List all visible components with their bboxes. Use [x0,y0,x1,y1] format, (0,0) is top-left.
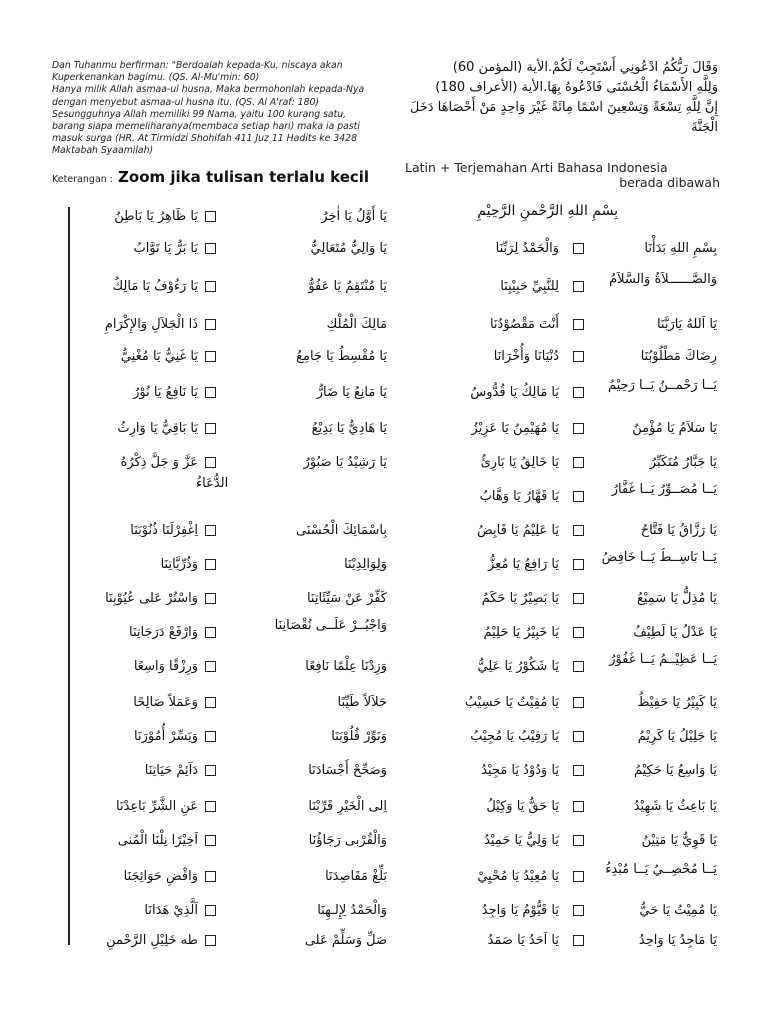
checkbox-left[interactable] [205,905,216,916]
translation-line: Maktabah Syaamilah) [52,145,154,157]
asma-name-left: اَخِيْرًا نِلْنَا الْمُنى [117,833,198,848]
asma-name-center-right: يَا رَافِعُ يَا مُعِزُّ [488,557,559,572]
asma-name-center-right: يَا خَبِيْرُ يَا حَلِيْمُ [483,625,559,640]
checkbox-left[interactable] [205,525,216,536]
grid-row [55,412,725,446]
asma-name-center-left: حَلاَلاً طَيِّبًا [337,695,387,710]
asma-name-center-left: وَزِدْنَا عِلْمًا نَافِعًا [305,659,387,674]
asma-name-left: عَزَّ وَ جَلَّ ذِكْرُهُ [120,455,198,470]
asma-name-center-left: بَلِّغْ مَقَاصِدَنَا [325,869,387,884]
asma-name-right: يَــا بَاسِــطُ يَــا خَافِضُ [601,550,717,565]
asma-name-left: يَا ظَاهِرُ يَا بَاطِنُ [114,209,198,224]
checkbox-left[interactable] [205,801,216,812]
asma-name-center-right: يَا حَقُّ يَا وَكِيْلُ [486,799,559,814]
arabic-verse: وَقَالَ رَبُّكُمُ ادْعُونِي أَسْتَجِبْ لَكُمْ.الأية (المؤمن 60) [452,60,718,75]
asma-name-center-right: أَنْتَ مَقْصُوْدُنَا [489,317,559,332]
asma-name-right: يَا سَلاَمُ يَا مُؤْمِنُ [632,421,717,436]
latin-note-line1: Latin + Terjemahan Arti Bahasa Indonesia [405,160,668,175]
keterangan-note [52,168,369,186]
asma-name-right: يَا رَزَّاقُ يَا فَتَّاحُ [640,523,717,538]
translation-line: Sesungguhnya Allah memiliki 99 Nama, yaitu 100 kurang satu, [52,108,347,120]
latin-note [405,160,720,190]
asma-name-center-left: وَاجْبُــرْ عَلَــى نُقْصَانِنَا [274,618,387,633]
asma-name-center-left: يَا مُنْتَقِمُ يَا عَفُوُّ [308,279,387,294]
asma-name-left [70,480,198,514]
checkbox-left[interactable] [205,661,216,672]
checkbox-right[interactable] [573,697,584,708]
asma-name-right: يَــا عَظِيْــمُ يَــا غَفُوْرُ [609,652,717,667]
asma-name-right: يَا بَاعِثُ يَا شَهِيْدُ [633,799,717,814]
checkbox-left[interactable] [205,765,216,776]
asma-name-center-left: صَلِّ وَسَلِّمْ عَلى [304,933,387,948]
asma-name-right: وَالصَّــــــلاَةُ وَالسَّلاَمُ [609,272,717,287]
asma-name-center-left: يَا وَالِيُّ مُتَعَالِيُّ [310,241,387,256]
grid-row [55,270,725,304]
asma-name-center-right: لِلنَّبِيِّ حَبِيْبِنَا [500,279,559,294]
grid-row [55,616,725,650]
checkbox-right[interactable] [573,387,584,398]
checkbox-right[interactable] [573,593,584,604]
checkbox-left[interactable] [205,211,216,222]
checkbox-left[interactable] [205,387,216,398]
asma-name-right: يَا جَلِيْلُ يَا كَرِيْمُ [637,729,717,744]
translation-line: Hanya milik Allah asmaa-ul husna, Maka bermohonlah kepada-Nya [52,84,365,96]
asma-name-center-right: يَا خَالِقُ يَا بَارِئُ [480,455,559,470]
arabic-verse: إِنَّ لِلَّهِ تِسْعَةً وَتِسْعِينَ اسْمًا مِائَةً غَيْرَ وَاحِدٍ مَنْ أَحْصَاهَا دَخَلَ الْجَنَّةَ [409,100,718,135]
grid-row [55,582,725,616]
asma-name-right: يَا مَاجِدُ يَا وَاحِدُ [638,933,717,948]
checkbox-right[interactable] [573,661,584,672]
checkbox-right[interactable] [573,243,584,254]
asma-name-right: يَا مُذِلُّ يَا سَمِيْعُ [636,591,717,606]
checkbox-left[interactable] [205,871,216,882]
grid-row [55,446,725,480]
asma-name-right: يَــا رَحْمــنُ يَــا رَحِيْمُ [607,378,717,393]
asma-name-center-left: يَا هَادِيُّ يَا بَدِيْعُ [311,421,387,436]
asma-name-left: وَيَسِّرْ أُمُوْرَنَا [134,729,198,744]
asma-name-right: بِسْمِ اللهِ بَدَأْنَا [644,241,717,256]
asma-name-left: يَا غَنِيُّ يَا مُغْنِيُّ [120,349,198,364]
checkbox-right[interactable] [573,491,584,502]
asma-name-center-right: يَا وَلِيُّ يَا حَمِيْدُ [484,833,559,848]
asma-name-right [563,200,717,234]
grid-row [55,514,725,548]
asma-name-center-right: يَا شَكُوْرُ يَا عَلِيُّ [477,659,559,674]
asma-name-center-left: بِاسْمَائِكَ الْحُسْنَى [296,523,387,538]
grid-row [55,790,725,824]
asma-name-center-right: يَا مَالِكُ يَا قُدُّوسُ [470,385,559,400]
checkbox-left[interactable] [205,281,216,292]
checkbox-left[interactable] [205,935,216,946]
asma-name-right: يَا وَاسِعُ يَا حَكِيْمُ [633,763,717,778]
asma-name-left: اِغْفِرْلَنَا ذُنُوْبَنَا [130,523,198,538]
asma-name-center-left: كَفِّرْ عَنْ سَيِّئَاتِنَا [306,591,387,606]
translation-line: Kuperkenankan bagimu. (QS. Al-Mu'min: 60) [52,72,260,84]
keterangan-label: Keterangan : [52,174,114,185]
grid-row [55,480,725,514]
asma-name-right: يَا اَللهُ يَارَبَّنَا [656,317,717,332]
checkbox-left[interactable] [205,627,216,638]
checkbox-left[interactable] [205,593,216,604]
arabic-verse: وَلِلَّهِ الأَسْمَاءُ الْحُسْنَى فَادْعُوهُ بِهَا.الأية (الأعراف 180) [435,80,718,95]
checkbox-right[interactable] [573,801,584,812]
asma-name-center-left: وَالْقُرْبى رَجَاؤُنَا [308,833,387,848]
asma-name-center-right: يَا رَقِيْبُ يَا مُجِيْبُ [470,729,559,744]
asma-name-left: عَنِ الشَّرِّ بَاعِدْنَا [116,799,198,814]
asma-name-center-left: وَلِوَالِدِيْنَا [344,557,387,572]
asma-name-left: اَلَّذِيْ هَدَانَا [144,903,198,918]
grid-row [55,340,725,374]
checkbox-left[interactable] [205,835,216,846]
asma-name-left: يَا نَافِعُ يَا نُوْرُ [133,385,198,400]
checkbox-right[interactable] [573,525,584,536]
checkbox-right[interactable] [573,871,584,882]
grid-row [55,308,725,342]
checkbox-right[interactable] [573,627,584,638]
grid-row [55,894,725,928]
asma-name-left: دَآئِمْ حَيَاتِنَا [144,763,198,778]
translation-line: masuk surga (HR. At Tirmidzi Shohifah 411 Juz 11 Hadits ke 3428 [52,133,357,145]
checkbox-left[interactable] [205,697,216,708]
checkbox-right[interactable] [573,835,584,846]
asma-name-center-right: دُنْيَانَا وَأُخْرَانَا [493,349,559,364]
asma-name-center-right: يَا وَدُوْدُ يَا مَجِيْدُ [481,763,559,778]
checkbox-right[interactable] [573,935,584,946]
asma-name-center-right: وَالْحَمْدُ لِرَبِّنَا [495,241,559,256]
asma-name-center-left [227,480,387,514]
asma-name-left: طه خَلِيْلِ الرَّحْمنِ [106,933,198,948]
grid-row [55,232,725,266]
asma-name-right: يَا مُمِيْتُ يَا حَيُّ [639,903,717,918]
checkbox-left[interactable] [205,731,216,742]
asma-name-center-left: يَا رَشِيْدُ يَا صَبُوْرُ [303,455,387,470]
asma-name-center-left: يَا أَوَّلُ يَا اٰخِرُ [321,209,387,224]
asma-name-left: يَا رَءُوْفُ يَا مَالِكُ [112,279,198,294]
asma-name-left: وَذُرِّيَّاتِنَا [160,557,198,572]
grid-row [55,720,725,754]
zoom-note: Zoom jika tulisan terlalu kecil [118,168,370,186]
asma-name-right: يَا كَبِيْرُ يَا حَفِيْظُ [637,695,717,710]
arabic-verses-block [404,58,718,138]
grid-row [55,376,725,410]
grid-row [55,860,725,894]
checkbox-left[interactable] [205,351,216,362]
asma-name-center-right: يَا قَيُّوْمُ يَا وَاجِدُ [481,903,559,918]
asma-name-center-right [395,200,559,234]
translation-block [52,60,394,158]
asma-name-center-right: يَا مُهَيْمِنُ يَا عَزِيْزُ [471,421,559,436]
duaa-heading: الدُّعَاءُ [196,476,229,491]
grid-row [55,754,725,788]
checkbox-right[interactable] [573,319,584,330]
asma-name-right: رِضَاكَ مَطْلُوْبُنَا [640,349,717,364]
grid-row [55,548,725,582]
asma-name-left: وَاقْضِ حَوَائِجَنَا [123,869,198,884]
asma-name-right: يَــا مُحْصِــيُ يَــا مُبْدِءُ [605,862,717,877]
asma-name-left: ذَا الْجَلاَلِ وَالإِكْرَامِ [104,317,198,332]
bismillah-heading: بِسْمِ اللهِ الرَّحْمنِ الرَّحِيْمِ [477,203,618,219]
asma-name-center-right: يَا اَحَدُ يَا صَمَدُ [487,933,559,948]
asma-name-center-left: يَا مَانِعُ يَا ضَارُّ [316,385,387,400]
checkbox-right[interactable] [573,765,584,776]
asma-name-center-left: وَالْحَمْدُ لِإِلـهِنَا [317,903,387,918]
grid-row [55,924,725,958]
asma-name-center-left: اِلى الْخَيْرِ قَرِّبْنَا [308,799,387,814]
checkbox-left[interactable] [205,559,216,570]
grid-row [55,650,725,684]
grid-row [55,200,725,234]
translation-line: dengan menyebut asmaa-ul husna itu. (QS. Al A'raf: 180) [52,96,320,108]
translation-line: barang siapa memeliharanya(membaca setiap hari) maka ia pasti [52,121,360,133]
asma-name-center-right: يَا بَصِيْرُ يَا حَكَمُ [481,591,559,606]
checkbox-right[interactable] [573,281,584,292]
asma-name-center-left: يَا مُقْسِطُ يَا جَامِعُ [296,349,387,364]
asma-name-left: يَا بَرُّ يَا تَوَّابُ [133,241,198,256]
latin-note-line2: berada dibawah [619,175,720,190]
asma-name-left: وَرِزْقًا وَاسِعًا [133,659,198,674]
asma-name-left: وَارْفَعْ دَرَجَاتِنَا [129,625,198,640]
asma-name-left: وَعَمَلاً صَالِحًا [133,695,198,710]
asma-name-center-left: مَالِكَ الْمُلْكِ [326,317,387,332]
checkbox-right[interactable] [573,351,584,362]
asma-name-right: يَــا مُصَــوِّرُ يَــا غَفَّارُ [611,482,717,497]
asma-name-center-left: وَنَوِّرْ قُلُوْبَنَا [331,729,387,744]
asma-name-right: يَا عَدْلُ يَا لَطِيْفُ [633,625,717,640]
translation-line: Dan Tuhanmu berfirman: "Berdoalah kepada-Ku, niscaya akan [52,60,343,71]
grid-row [55,824,725,858]
asma-name-right: يَا قَوِيُّ يَا مَتِيْنُ [641,833,717,848]
checkbox-right[interactable] [573,423,584,434]
asma-name-left: يَا بَاقِيُّ يَا وَارِثُ [117,421,198,436]
grid-row [55,686,725,720]
asma-name-center-right: يَا مُقِيْتُ يَا حَسِيْبُ [464,695,559,710]
checkbox-left[interactable] [205,319,216,330]
checkbox-right[interactable] [573,559,584,570]
checkbox-left[interactable] [205,243,216,254]
asma-name-center-right: يَا عَلِيْمُ يَا قَابِضُ [477,523,559,538]
checkbox-right[interactable] [573,731,584,742]
checkbox-left[interactable] [205,423,216,434]
checkbox-right[interactable] [573,905,584,916]
asma-name-right: يَا جَبَّارُ مُتَكَبِّرُ [649,455,717,470]
asma-name-center-left: وَصَحِّحْ أَجْسَادَنَا [308,763,387,778]
checkbox-left[interactable] [205,457,216,468]
asma-name-left: وَاسْتُرْ عَلى عُيُوْبِنَا [105,591,198,606]
checkbox-right[interactable] [573,457,584,468]
asma-name-center-right: يَا قَهَّارُ يَا وَهَّابُ [479,489,559,504]
asma-name-center-right: يَا مُعِيْدُ يَا مُحْيِيْ [477,869,559,884]
